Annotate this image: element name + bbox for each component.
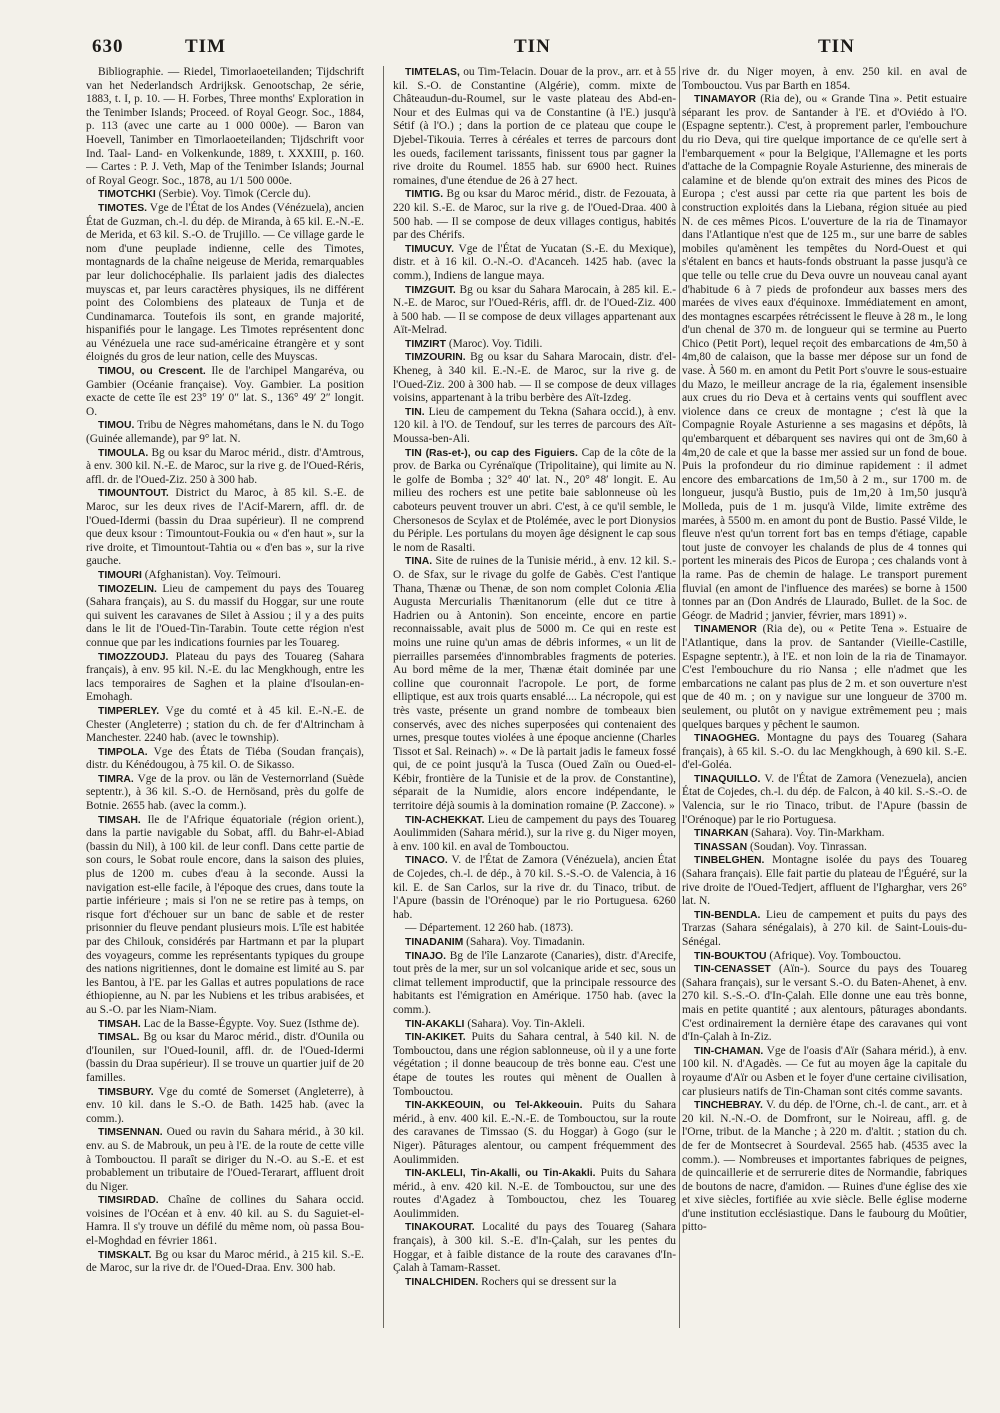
- dictionary-entry: [86, 1194, 364, 1248]
- entry-headword: TIN-AKLELI, Tin-Akalli, ou Tin-Akakli.: [405, 1168, 596, 1180]
- dictionary-entry: [682, 773, 967, 827]
- dictionary-entry: [86, 188, 364, 202]
- entry-text: (Afrique). Voy. Tombouctou.: [769, 949, 902, 962]
- entry-text: Vge de l'État de los Andes (Vénézuela), ancien État de Guzman, ch.-l. du dép. de Miranda, à 65 kil. E.-N.-E. de Merida, et 63 kil. S.-O. de Trujillo. — Ce village garde le nom d'une peuplade indienne, celle des Timotes, montagnards de la chaîne neigeuse de Merida, remarquables par leur dolichocéphalie. Ils parlaient jadis des dialectes muyscas et, par leurs caractères physiques, ils ne différent point des Colombiens des plateaux de Tunja et de Cundinamarca. Toutefois ils sont, en grande majorité, hispanifiés pour le langage. Les Timotes représentent donc au Vénézuela une race sud-américaine étrangère et y sont éloignés du gros de leur nation, celle des Muyscas.: [86, 201, 364, 364]
- entry-headword: TINAKOURAT.: [405, 1222, 475, 1234]
- entry-text: (Maroc). Voy. Tidili.: [448, 337, 543, 350]
- dictionary-entry: [682, 963, 967, 1045]
- entry-headword: TIN (Ras-et-), ou cap des Figuiers.: [405, 447, 578, 459]
- entry-headword: TIMUCUY.: [405, 243, 455, 255]
- entry-headword: TINARKAN: [694, 828, 749, 840]
- entry-headword: TIMOU.: [98, 420, 135, 432]
- entry-headword: TIMTELAS,: [405, 67, 460, 78]
- dictionary-entry: [393, 922, 676, 936]
- entry-text: — Département. 12 260 hab. (1873).: [405, 922, 574, 935]
- entry-text: Montagne isolée du pays des Touareg (Sahara français). Elle fait partie du plateau de l'Éguéré, sur la rive droite de l'Oued-Tedjert, affluent de l'Igharghar, vers 26° lat. N.: [682, 854, 967, 908]
- entry-headword: TINAJO.: [405, 950, 446, 962]
- entry-headword: TIMOUNTOUT.: [98, 488, 169, 500]
- entry-text: Chaîne de collines du Sahara occid. voisines de l'Océan et à env. 40 kil. au S. du Saguiet-el-Hamra. Il s'y trouve un défilé du même nom, où passa Bou-el-Moghdad en février 1861.: [86, 1194, 364, 1248]
- entry-headword: TINA.: [405, 556, 433, 568]
- dictionary-entry: [393, 936, 676, 950]
- entry-headword: TIMPERLEY.: [98, 705, 160, 717]
- entry-text: V. de l'État de Zamora (Vénézuela), ancien État de Cojedes, ch.-l. de dép., à 70 kil. S.-S.-O. de Valencia, à 16 kil. E. de San Carlos, sur la rive dr. du Tinaco, tribut. de l'Apure (bassin de l'Orénoque) par le rio Portuguesa. 6260 hab.: [393, 854, 676, 921]
- dictionary-entry: [682, 841, 967, 855]
- entry-text: (Serbie). Voy. Timok (Cercle du).: [158, 188, 311, 201]
- entry-text: Bg ou ksar du Maroc mérid., distr. d'Ounila ou d'Iounilen, sur l'Oued-Iounil, affl. dr. de l'Oued-Idermi (bassin du Draa supérieur). Il se trouve un quartier juif de 20 familles.: [86, 1031, 364, 1084]
- entry-text: Lieu de campement et puits du pays des Trarzas (Sahara sénégalais), à 270 kil. de Saint-Louis-du-Sénégal.: [682, 908, 967, 948]
- entry-text: Bg ou ksar du Sahara Marocain, à 285 kil. E.-N.-E. de Maroc, sur l'Oued-Réris, affl. dr. de l'Oued-Ziz. 400 à 500 hab. — Il se compose de deux villages appartenant aux Aït-Melrad.: [393, 283, 676, 337]
- dictionary-entry: [393, 1099, 676, 1167]
- dictionary-entry: [86, 1126, 364, 1194]
- entry-text: Bg ou ksar du Sahara Marocain, distr. d'el-Kheneg, à 340 kil. E.-N.-E. de Maroc, sur la rive g. de l'Oued-Ziz. 200 à 300 hab. — Il se compose de deux villages voisins, appartenant à la tribu berbère des Aït-Izdeg.: [393, 351, 676, 405]
- dictionary-entry: [393, 1031, 676, 1099]
- dictionary-entry: [86, 487, 364, 569]
- entry-text: (Sahara). Voy. Tin-Markham.: [751, 827, 885, 840]
- entry-headword: TIMTIG.: [405, 189, 444, 201]
- entry-headword: TIMSENNAN.: [98, 1127, 163, 1139]
- entry-headword: TIN-CHAMAN.: [694, 1045, 764, 1057]
- entry-text: Cap de la côte de la prov. de Barka ou Cyrénaïque (Tripolitaine), qui limite au N. le golfe de Bomba ; 32° 40′ lat. N., 20° 48′ longit. E. Au milieu des rochers est une petite baie sablonneuse où les caboteurs peuvent trouver un abri. C'est, à ce qu'il semble, le Chersonesos de Scylax et de Ptolémée, avec le port Dionysios du Périple. Les portulans du moyen âge désignent le cap sous le nom de Rasalti.: [393, 446, 676, 554]
- entry-text: (Afghanistan). Voy. Teïmouri.: [144, 568, 281, 581]
- entry-headword: TINAMAYOR: [694, 94, 756, 106]
- dictionary-entry: [86, 202, 364, 365]
- entry-text: Site de ruines de la Tunisie mérid., à env. 12 kil. S.-O. de Sfax, sur le rivage du golfe de Gabès. C'est l'antique Thana, Thænæ ou Thenæ, de son nom complet Colonia Ælia Augusta Mercurialis Thænitanorum (elle dut ce titre à Hadrien ou à Antonin). Son enceinte, encore en partie reconnaissable, avait plus de 5000 m. Ce qui en reste est moins une ruine qu'un amas de débris informes, « un lit de pierrailles parsemées d'innombrables fragments de poteries. Au bord même de la mer, Thænæ était dominée par une colline que couronnait l'acropole. Le port, de forme elliptique, est aux trois quarts ensablé.... La nécropole, qui est très vaste, présente un grand nombre de tombeaux bien conservés, avec des niches superposées qui contenaient des urnes, presque toutes violées à une époque ancienne (Charles Tissot et Sal. Reinach) ». « De là partait jadis le fameux fossé qui, de ce point jusqu'à la Tusca (Oued Zaïn ou Oued-el-Kébir, frontière de la Tunisie et de la prov. de Constantine), séparait de la Numidie, alors encore indépendante, le territoire déjà soumis à la domination romaine (P. Zaccone). »: [393, 555, 676, 813]
- entry-headword: TIMOULA.: [98, 447, 149, 459]
- entry-headword: TIMSKALT.: [98, 1249, 152, 1261]
- entry-text: Vge de la prov. ou län de Vesternorrland (Suède septentr.), à 36 kil. S.-O. de Hernösand, près du golfe de Botnie. 2655 hab. (avec la comm.).: [86, 772, 364, 813]
- dictionary-entry: [682, 93, 967, 623]
- dictionary-entry: [393, 854, 676, 922]
- entry-headword: TINCHEBRAY.: [694, 1100, 763, 1112]
- entry-headword: TINACO.: [405, 855, 448, 867]
- entry-headword: TIN.: [405, 406, 425, 418]
- entry-text: Bg ou ksar du Maroc mérid., distr. de Fezouata, à 220 kil. S.-E. de Maroc, sur la rive g. de l'Oued-Draa. 400 à 500 hab. — Il se compose de deux villages contigus, habités par des Chérifs.: [393, 188, 676, 242]
- entry-text: Plateau du pays des Touareg (Sahara français), à env. 95 kil. N.-E. du lac Mengkhough, entre les lacs temporaires de Saghen et la plaine d'Isoulan-en-Emohagh.: [86, 650, 364, 704]
- entry-text: (Sahara). Voy. Timadanin.: [466, 936, 585, 948]
- dictionary-entry: [393, 1221, 676, 1275]
- entry-headword: TIN-ACHEKKAT.: [405, 814, 485, 826]
- dictionary-entry: [393, 338, 676, 352]
- dictionary-entry: [393, 1018, 676, 1032]
- entry-headword: TIN-AKAKLI: [405, 1018, 465, 1030]
- dictionary-entry: [393, 243, 676, 284]
- entry-text: Bibliographie. — Riedel, Timorlaoeteilanden; Tijdschrift van het Nederlandsch Ardrijksk. Genootschap, 2e série, 1883, t. I, p. 10. — H. Forbes, Three months' Exploration in the Tenimber Islands; Proceed. of Royal Geogr. Soc., 1884, p. 113 (avec une carte au 1 000 000e). — Baron van Hoevell, Tanimber en Timorlaoeteilanden; Tijdschrift voor Ind. Taal- Land- en Volkenkunde, 1889, t. XXXIII, p. 160. — Cartes : P. J. Veth, Map of the Tenimber Islands; Journal of Royal Geogr. Soc., 1878, au 1/1 500 000e.: [86, 66, 364, 187]
- entry-headword: TINAQUILLO.: [694, 773, 761, 785]
- dictionary-entry: [393, 950, 676, 1018]
- entry-text: Oued ou ravin du Sahara mérid., à 30 kil. env. au S. de Mabrouk, un peu à l'E. de la route de cette ville à Tombouctou. Il paraît se diriger du N.-O. au S.-E. et est probablement un tributaire de l'Oued-Terarart, affluent droit du Niger.: [86, 1126, 364, 1193]
- dictionary-entry: [393, 406, 676, 447]
- dictionary-entry: [86, 1018, 364, 1032]
- entry-headword: TIMPOLA.: [98, 746, 148, 758]
- dictionary-entry: [86, 447, 364, 488]
- dictionary-entry: [393, 1276, 676, 1290]
- entry-headword: TINBELGHEN.: [694, 855, 765, 867]
- entry-headword: TIN-BOUKTOU: [694, 950, 767, 962]
- column-divider: [679, 66, 680, 1328]
- entry-headword: TIMSAH.: [98, 1018, 141, 1030]
- dictionary-entry: [682, 1099, 967, 1235]
- entry-headword: TIMSAH.: [98, 814, 141, 826]
- dictionary-entry: [682, 827, 967, 841]
- dictionary-entry: [393, 555, 676, 813]
- entry-text: Bg ou ksar du Maroc mérid., à 215 kil. S.-E. de Maroc, sur la rive dr. de l'Oued-Draa. Env. 300 hab.: [86, 1248, 364, 1275]
- dictionary-entry: [86, 651, 364, 705]
- entry-text: District du Maroc, à 85 kil. S.-E. de Maroc, sur les deux rives de l'Acif-Marern, affl. dr. de l'Oued-Idermi (bassin du Draa supérieur). Il ne comprend que deux ksour : Timountout-Foukia ou « d'en haut », sur la rive droite, et Timountout-Tahtia ou « d'en bas », sur la rive gauche.: [86, 487, 364, 568]
- entry-text: (Aïn-). Source du pays des Touareg (Sahara français), sur le versant S.-O. du Baten-Ahenet, à env. 270 kil. S.-S.-O. d'In-Çalah. Elle donne une eau très bonne, mais en petite quantité ; aux alentours, pâturages abondants. C'est ordinairement la dernière étape des caravanes qui vont d'In-Çalah à In-Ziz.: [682, 963, 967, 1044]
- dictionary-entry: [86, 814, 364, 1018]
- column-divider: [383, 66, 384, 1328]
- dictionary-entry: [393, 66, 676, 188]
- entry-text: Vge des États de Tiéba (Soudan français), distr. du Kénédougou, à 75 kil. O. de Sikasso.: [86, 745, 364, 772]
- entry-headword: TIN-AKIKET.: [405, 1032, 466, 1044]
- dictionary-entry: [86, 66, 364, 188]
- entry-text: Localité du pays des Touareg (Sahara français), à 300 kil. S.-E. d'In-Çalah, sur les pentes du Hoggar, et à faible distance de la route des caravanes d'In-Çalah à Tamam-Rasset.: [393, 1221, 676, 1275]
- running-head-center: TIN: [514, 36, 551, 57]
- dictionary-entry: [393, 447, 676, 556]
- dictionary-entry: [393, 1167, 676, 1221]
- entry-text: Vge de l'oasis d'Aïr (Sahara mérid.), à env. 100 kil. N. d'Agadès. — Ce fut au moyen âge la capitale du royaume d'Aïr ou Asben et le foyer d'une certaine civilisation, car plusieurs natifs de Tin-Chaman sont cités comme savants.: [682, 1044, 967, 1098]
- entry-headword: TINASSAN: [694, 841, 748, 853]
- entry-headword: TINAOGHEG.: [694, 733, 760, 745]
- entry-text: rive dr. du Niger moyen, à env. 250 kil. en aval de Tombouctou. Vus par Barth en 1854.: [682, 66, 967, 92]
- entry-headword: TIMOTES.: [98, 202, 148, 214]
- dictionary-entry: [86, 1249, 364, 1276]
- entry-text: Tribu de Nègres mahométans, dans le N. du Togo (Guinée allemande), par 9° lat. N.: [86, 419, 364, 446]
- entry-text: Lac de la Basse-Égypte. Voy. Suez (Isthme de).: [143, 1017, 360, 1030]
- entry-text: (Ria de), ou « Petite Tena ». Estuaire de l'Atlantique, dans la prov. de Santander (Vieille-Castille, Espagne septentr.), à l'E. et non loin de la ria de Tinamayor. C'est l'embouchure du rio Nansa ; elle n'admet que les embarcations ne calant pas plus de 2 m. et son ouverture n'est que de 40 m. ; on y navigue sur une longueur de 3700 m. seulement, ou plutôt on y navigue extrêmement peu ; mais quelques barques y pêchent le saumon.: [682, 623, 967, 731]
- entry-text: (Ria de), ou « Grande Tina ». Petit estuaire séparant les prov. de Santander à l'E. et d'Oviédo à l'O. (Espagne septentr.). C'est, à proprement parler, l'embouchure du rio Deva, qui tire quelque importance de ce qu'elle sert à l'embarquement « pour la Belgique, l'Allemagne et les ports d'attache de la Compagnie Royale Asturienne, des minerais de calamine et de blende qu'on extrait des mines des Picos de Europa ; c'est aussi par cette ria que partent les bois de construction exploités dans la Liebana, région située au pied N. de ces mêmes Picos. L'ouverture de la ria de Tinamayor dans l'Atlantique n'est que de 125 m., sur une barre de sables mobiles qu'amènent les tempêtes du Nord-Ouest et qui s'étalent en bancs et hauts-fonds obstruant la passe jusqu'à ce que telle ou telle crue du Deva ouvre un nouveau canal ayant d'habitude 6 à 7 pieds de profondeur aux basses mers des marées de vives eaux d'équinoxe. Immédiatement en amont, des montagnes escarpées rétrécissent le fleuve à 28 m., le long d'un chenal de 370 m. de longueur qui se termine au Puerto Chico (Petit Port), lequel reçoit des embarcations de 4m,50 à 4m,80 de calaison, que la basse mer dépose sur un fond de vase. À 560 m. en amont du Petit Port s'ouvre le sous-estuaire du Mazo, le meilleur ancrage de la ria, également insensible aux crues du rio Deva et à certains vents qui soufflent avec violence dans ce creux de montagne ; c'est là que la Compagnie Royale Asturienne a ses magasins et dépôts, là qu'embarquent et débarquent ses navires qui ont de 3m,60 à 4m,20 de cale et que la basse mer assied sur un fond de boue. Puis la profondeur du rio diminue rapidement : il admet encore des embarcations de 1m,50 à 2 m., sur 1700 m. de longueur, jusqu'à Bustio, puis de 1m,20 à 1m,50 jusqu'à Molleda, puis de 1 m. jusqu'à Vilde, limite extrême des marées, à 5500 m. en amont du pont de Bustio. Passé Vilde, le fleuve n'est qu'un torrent fort bas en temps d'étiage, capable tout juste de convoyer les chalands de plus de 4 tonnes qui portent les minerais des Picos de Europa ; ces chalands vont à la rame. Pas de chemin de halage. Le transport purement fluvial (en amont de l'influence des marées) se borne à 1500 tonnes par an (Don Andrés de Llaurado, Bullet. de la Soc. de Géogr. de Madrid ; janvier, février, mars 1891) ».: [682, 93, 967, 622]
- entry-headword: TINAMENOR: [694, 624, 757, 636]
- entry-text: V. du dép. de l'Orne, ch.-l. de cant., arr. et à 20 kil. N.-N.-O. de Domfront, sur le Noireau, affl. g. de l'Orne, tribut. de la Manche ; à 220 m. d'altit. ; station du ch. de fer de Montsecret à Sourdeval. 2565 hab. (4535 avec la comm.). — Nombreuses et importantes fabriques de peignes, de quincaillerie et de serrurerie dites de Normandie, fabriques de boutons de nacre, d'amidon. — Ruines d'une église des xie et xive siècles, fortifiée au xvie siècle. Belle église moderne d'une institution ecclésiastique. Dans le faubourg du Moûtier, pitto-: [682, 1099, 967, 1234]
- entry-text: Vge du comté de Somerset (Angleterre), à env. 10 kil. dans le S.-O. de Bath. 1425 hab. (avec la comm.).: [86, 1085, 364, 1125]
- entry-text: Bg de l'île Lanzarote (Canaries), distr. d'Arecife, tout près de la mer, sur un sol volcanique aride et sec, sous un climat tellement improductif, que la principale ressource des habitants est l'émigration en Amérique. 1750 hab. (avec la comm.).: [393, 949, 676, 1016]
- dictionary-entry: [393, 284, 676, 338]
- dictionary-entry: [682, 950, 967, 964]
- running-head: [92, 36, 855, 64]
- entry-text: Rochers qui se dressent sur la: [481, 1275, 617, 1288]
- dictionary-entry: [393, 351, 676, 405]
- dictionary-entry: [86, 569, 364, 583]
- dictionary-entry: [682, 66, 967, 93]
- dictionary-entry: [86, 583, 364, 651]
- entry-text: Lieu de campement du pays des Touareg Aoulimmiden (Sahara mérid.), sur la rive g. du Niger moyen, à env. 100 kil. en aval de Tombouctou.: [393, 813, 676, 853]
- entry-headword: TINALCHIDEN.: [405, 1276, 479, 1288]
- dictionary-entry: [86, 419, 364, 446]
- entry-text: Puits du Sahara mérid., à env. 400 kil. E.-N.-E. de Tombouctou, sur la route des caravanes de Timssao (S. du Hoggar) à Gogo (sur le Niger). Pâturages alentour, ou campent fréquemment des Aoulimmiden.: [393, 1099, 676, 1166]
- running-head-left: TIM: [185, 36, 226, 57]
- entry-text: Lieu de campement du pays des Touareg (Sahara français), au S. du massif du Hoggar, sur une route qui suivent les caravanes de Silet à Assiou ; il y a des puits dans le lit de l'Oued-Tin-Tarabin. Toute cette région n'est connue que par les indications fournies par les Touareg.: [86, 582, 364, 649]
- running-head-right: TIN: [818, 36, 855, 57]
- text-column-2: [393, 66, 676, 1346]
- dictionary-entry: [682, 623, 967, 732]
- entry-headword: TIMOU, ou Crescent.: [98, 366, 206, 378]
- entry-headword: TIMZOURIN.: [405, 352, 466, 364]
- entry-headword: TIMRA.: [98, 773, 134, 785]
- dictionary-entry: [682, 854, 967, 908]
- dictionary-entry: [86, 1086, 364, 1127]
- dictionary-entry: [393, 188, 676, 242]
- entry-headword: TIMOTCHKI: [98, 189, 156, 201]
- dictionary-entry: [86, 773, 364, 814]
- entry-headword: TIMSIRDAD.: [98, 1195, 159, 1207]
- dictionary-entry: [86, 705, 364, 746]
- entry-headword: TINADANIM: [405, 937, 464, 948]
- entry-headword: TIMOZELIN.: [98, 583, 157, 595]
- entry-text: Ile de l'Afrique équatoriale (région orient.), dans la partie navigable du Sobat, affl. du Bahr-el-Abiad (bassin du Nil), à 100 kil. de leur confl. Dans cette partie de son cours, le Sobat roule encore, dans la saison des pluies, plus de 1200 m. cubes d'eau à la seconde. Aussi la navigation est-elle facile, à l'époque des crues, dans toute la partie inférieure ; mais si l'on ne se retire pas à temps, on risque fort d'échouer sur un banc de sable et de rester prisonnier du fleuve pendant plusieurs mois. L'île est habitée par des Chilouk, considérés par Hartmann et par la plupart des voyageurs, comme les représentants typiques du groupe des nations nigritiennes, dont le domaine est limité au S. par les Bantou, à l'E. par les Gallas et autres populations de race éthiopienne, au N. par les Nubiens et les tribus arabisées, et au S.-O. par les Niam-Niam.: [86, 813, 364, 1016]
- entry-headword: TIN-AKKEOUIN, ou Tel-Akkeouin.: [405, 1100, 583, 1112]
- entry-headword: TIMZGUIT.: [405, 284, 456, 296]
- entry-headword: TIN-BENDLA.: [694, 909, 761, 921]
- entry-headword: TIMOZZOUDJ.: [98, 651, 169, 663]
- entry-text: V. de l'État de Zamora (Venezuela), ancien État de Cojedes, ch.-l. du dép. de Falcon, à 40 kil. S.-S.-O. de Valencia, sur le rio Tinaco, tribut. de l'Apure (bassin de l'Orénoque) par le rio Portuguesa.: [682, 772, 967, 826]
- entry-text: (Sahara). Voy. Tin-Akleli.: [467, 1017, 585, 1030]
- entry-text: Lieu de campement du Tekna (Sahara occid.), à env. 120 kil. à l'O. de Tendouf, sur les terres de parcours des Aït-Moussa-ben-Ali.: [393, 405, 676, 446]
- dictionary-entry: [86, 746, 364, 773]
- entry-text: Ile de l'archipel Mangaréva, ou Gambier (Océanie française). Voy. Gambier. La position exacte de cette île est 23° 19′ 0″ lat. S., 136° 49′ 2″ longit. O.: [86, 365, 364, 418]
- entry-text: Vge de l'État de Yucatan (S.-E. du Mexique), distr. et à 16 kil. O.-N.-O. d'Acanceh. 1425 hab. (avec la comm.), Indiens de langue maya.: [393, 242, 676, 282]
- dictionary-entry: [682, 732, 967, 773]
- text-column-3: [682, 66, 967, 1346]
- text-column-1: [86, 66, 364, 1346]
- dictionary-entry: [86, 365, 364, 419]
- entry-text: Bg ou ksar du Maroc mérid., distr. d'Amtrous, à env. 300 kil. N.-E. de Maroc, sur la rive g. de l'Oued-Réris, affl. dr. de l'Oued-Ziz. 250 à 300 hab.: [86, 446, 364, 486]
- page-number: 630: [92, 36, 124, 57]
- entry-headword: TIN-CENASSET: [694, 964, 771, 976]
- entry-headword: TIMSBURY.: [98, 1086, 154, 1098]
- entry-text: (Soudan). Voy. Tinrassan.: [749, 840, 867, 853]
- dictionary-entry: [682, 1045, 967, 1099]
- dictionary-entry: [86, 1031, 364, 1085]
- entry-text: ou Tim-Telacin. Douar de la prov., arr. et à 55 kil. S.-O. de Constantine (Algérie), comm. mixte de Châteaudun-du-Roumel, sur le vaste plateau des Abd-en-Nour et des Eulmas qui va de Constantine (à l'E.) jusqu'à Sétif (à l'O.) ; dans la portion de ce plateau que coupe le Djebel-Tikouia. Terres à céréales et terres de parcours dont les oueds, facilement tarissants, finissent tous par gagner la rive droite du Roumel. 1855 hab. sur 6900 hect. Ruines romaines, d'une étendue de 26 à 27 hect.: [393, 66, 676, 187]
- entry-headword: TIMOURI: [98, 569, 142, 581]
- dictionary-entry: [682, 909, 967, 950]
- entry-headword: TIMZIRT: [405, 338, 446, 350]
- entry-text: Montagne du pays des Touareg (Sahara français), à 65 kil. S.-O. du lac Mengkhough, à 690 kil. S.-E. d'el-Goléa.: [682, 732, 967, 772]
- entry-text: Puits du Sahara mérid., à env. 420 kil. N.-E. de Tombouctou, sur une des routes d'Agadez à Tombouctou, chez les Touareg Aoulimmiden.: [393, 1167, 676, 1220]
- entry-headword: TIMSAL.: [98, 1032, 140, 1044]
- entry-text: Puits du Sahara central, à 540 kil. N. de Tombouctou, dans une région sablonneuse, où il y a une forte végétation ; il donne beaucoup de très bonne eau. C'est une étape de toutes les routes qui mènent de Ouallen à Tombouctou.: [393, 1031, 676, 1098]
- dictionary-entry: [393, 814, 676, 855]
- entry-text: Vge du comté et à 45 kil. E.-N.-E. de Chester (Angleterre) ; station du ch. de fer d'Altrincham à Manchester. 2240 hab. (avec le township).: [86, 704, 364, 745]
